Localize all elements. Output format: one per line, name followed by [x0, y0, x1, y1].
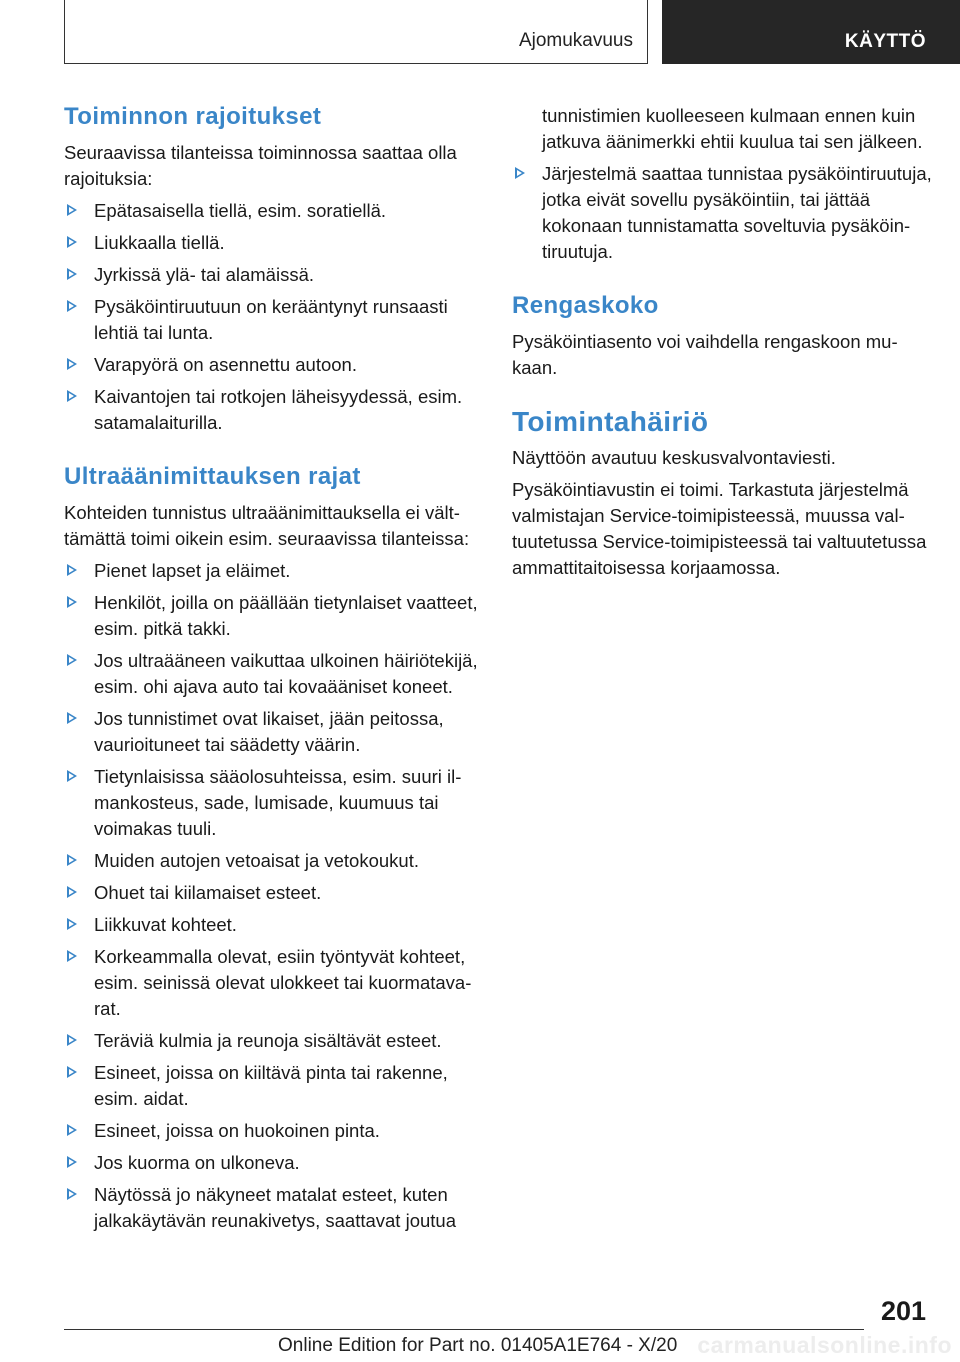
list-item: [64, 1028, 484, 1054]
right-column: [512, 103, 932, 587]
triangle-bullet-icon: [67, 886, 77, 898]
list-item: [64, 880, 484, 906]
triangle-bullet-icon: [67, 918, 77, 930]
watermark: carmanualsonline.info: [697, 1332, 952, 1358]
list-item-text: Epätasaisella tiellä, esim. soratiellä.: [94, 200, 387, 221]
list-item-text: Jyrkissä ylä- tai alamäissä.: [94, 264, 315, 285]
limitations-intro: Seuraavissa tilanteissa toiminnossa saattaa olla rajoituksia:: [64, 142, 457, 189]
triangle-bullet-icon: [67, 268, 77, 280]
section-title-ultrasound: Ultraäänimittauksen rajat: [64, 463, 361, 490]
tyre-size-text: Pysäköintiasento voi vaihdella rengaskoon mukaan.: [512, 331, 898, 378]
list-item: [64, 706, 484, 758]
list-item: [512, 161, 932, 265]
footer-edition: Online Edition for Part no. 01405A1E764 - X/20: [278, 1335, 678, 1356]
list-item: [64, 648, 484, 700]
list-item-text: Jos kuorma on ulkoneva.: [94, 1152, 300, 1173]
triangle-bullet-icon: [67, 712, 77, 724]
list-item: [64, 198, 484, 224]
footer-divider: [64, 1329, 864, 1330]
list-item-text: Esineet, joissa on kiiltävä pinta tai rakenne, esim. aidat.: [94, 1062, 448, 1109]
list-item-text: Kaivantojen tai rotkojen läheisyydessä, esim. satamalaiturilla.: [94, 386, 463, 433]
list-item-text: Näytössä jo näkyneet matalat esteet, kuten jalkakäytävän reunakivetys, saattavat joutua: [94, 1184, 456, 1231]
triangle-bullet-icon: [67, 1124, 77, 1136]
list-item: [64, 1118, 484, 1144]
triangle-bullet-icon: [67, 358, 77, 370]
ultrasound-intro: Kohteiden tunnistus ultraäänimittauksella ei välttämättä toimi oikein esim. seuraavissa tilanteissa:: [64, 502, 470, 549]
list-item-text: Ohuet tai kiilamaiset esteet.: [94, 882, 322, 903]
list-item: [64, 230, 484, 256]
list-item: [64, 352, 484, 378]
list-item: [64, 848, 484, 874]
triangle-bullet-icon: [67, 854, 77, 866]
header-section-label: Ajomukavuus: [518, 30, 633, 51]
left-column: [64, 100, 484, 1240]
triangle-bullet-icon: [67, 236, 77, 248]
list-item: [64, 912, 484, 938]
list-item: [64, 590, 484, 642]
list-item-text: Tietynlaisissa sääolosuhteissa, esim. suuri ilmankosteus, sade, lumisade, kuumuus tai voimakas tuuli.: [94, 766, 462, 839]
malfunction-text-2: Pysäköintiavustin ei toimi. Tarkastuta järjestelmä valmistajan Service-toimipisteessä, muussa valtuutetussa Service-toimipisteessä tai valtuutetussa ammattitaitoisessa korjaamossa.: [512, 479, 927, 578]
page-number: 201: [880, 1296, 926, 1326]
header-chapter-tab: [662, 0, 960, 64]
header-section-tab: [64, 0, 648, 64]
continued-bullet-text: tunnistimien kuolleeseen kulmaan ennen kuin jatkuva äänimerkki ehtii kuulua tai sen jälkeen.: [542, 105, 923, 152]
list-item-text: Jos ultraääneen vaikuttaa ulkoinen häiriötekijä, esim. ohi ajava auto tai kovaääniset koneet.: [94, 650, 478, 697]
triangle-bullet-icon: [67, 654, 77, 666]
triangle-bullet-icon: [67, 1156, 77, 1168]
ultrasound-list: [64, 558, 484, 1234]
list-item: [64, 1060, 484, 1112]
header-chapter-label: KÄYTTÖ: [844, 31, 926, 52]
list-item: [64, 1150, 484, 1176]
list-item-text: Pysäköintiruutuun on kerääntynyt runsaasti lehtiä tai lunta.: [94, 296, 448, 343]
list-item: [64, 558, 484, 584]
list-item-text: Korkeammalla olevat, esiin työntyvät kohteet, esim. seinissä olevat ulokkeet tai kuormatavarat.: [94, 946, 472, 1019]
triangle-bullet-icon: [67, 1188, 77, 1200]
triangle-bullet-icon: [67, 1034, 77, 1046]
list-item-text: Varapyörä on asennettu autoon.: [94, 354, 357, 375]
list-item: [64, 944, 484, 1022]
triangle-bullet-icon: [515, 167, 525, 179]
list-item-text: Liukkaalla tiellä.: [94, 232, 225, 253]
triangle-bullet-icon: [67, 950, 77, 962]
list-item: [64, 262, 484, 288]
list-item-text: Pienet lapset ja eläimet.: [94, 560, 291, 581]
triangle-bullet-icon: [67, 390, 77, 402]
triangle-bullet-icon: [67, 596, 77, 608]
list-item-text: Muiden autojen vetoaisat ja vetokoukut.: [94, 850, 419, 871]
list-item-text: Järjestelmä saattaa tunnistaa pysäköintiruutuja, jotka eivät sovellu pysäköintiin, tai jättää kokonaan tunnistamatta soveltuvia pysäköintiruutuja.: [542, 163, 932, 262]
malfunction-text-1: Näyttöön avautuu keskusvalvontaviesti.: [512, 447, 836, 468]
triangle-bullet-icon: [67, 1066, 77, 1078]
triangle-bullet-icon: [67, 770, 77, 782]
triangle-bullet-icon: [67, 564, 77, 576]
section-title-tyre-size: Rengaskoko: [512, 292, 659, 319]
continued-list: [512, 161, 932, 265]
list-item: [64, 764, 484, 842]
list-item-text: Teräviä kulmia ja reunoja sisältävät esteet.: [94, 1030, 442, 1051]
triangle-bullet-icon: [67, 204, 77, 216]
list-item-text: Henkilöt, joilla on päällään tietynlaiset vaatteet, esim. pitkä takki.: [94, 592, 478, 639]
list-item: [64, 294, 484, 346]
list-item-text: Esineet, joissa on huokoinen pinta.: [94, 1120, 380, 1141]
section-title-malfunction: Toimintahäiriö: [512, 406, 709, 437]
limitations-list: [64, 198, 484, 436]
list-item-text: Jos tunnistimet ovat likaiset, jään peitossa, vaurioituneet tai säädetty väärin.: [94, 708, 444, 755]
triangle-bullet-icon: [67, 300, 77, 312]
list-item-text: Liikkuvat kohteet.: [94, 914, 237, 935]
list-item: [64, 1182, 484, 1234]
list-item: [64, 384, 484, 436]
section-title-limitations: Toiminnon rajoitukset: [64, 103, 322, 130]
